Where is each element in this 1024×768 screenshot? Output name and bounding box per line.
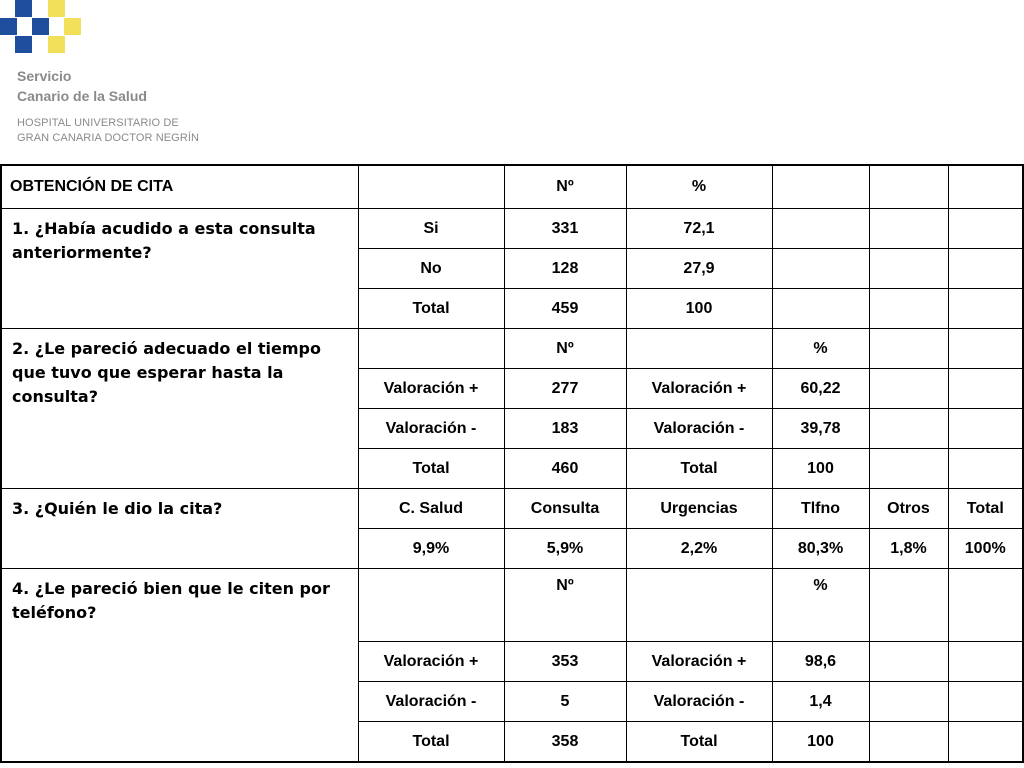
hospital-name: HOSPITAL UNIVERSITARIO DE GRAN CANARIA DOCTOR NEGRÍN bbox=[17, 117, 200, 144]
table-row: Valoración - 5 Valoración - 1,4 bbox=[1, 682, 1023, 722]
table-title: OBTENCIÓN DE CITA bbox=[1, 165, 358, 209]
header-n: Nº bbox=[504, 165, 626, 209]
question-2: 2. ¿Le pareció adecuado el tiempo que tuvo que esperar hasta la consulta? bbox=[1, 329, 358, 489]
table-row: Total 460 Total 100 bbox=[1, 449, 1023, 489]
header-pct: % bbox=[626, 165, 772, 209]
org-logo bbox=[0, 0, 240, 160]
question-3: 3. ¿Quién le dio la cita? bbox=[1, 489, 358, 569]
table-row: Total 459 100 bbox=[1, 289, 1023, 329]
table-row: 3. ¿Quién le dio la cita? C. Salud Consulta Urgencias Tlfno Otros Total bbox=[1, 489, 1023, 529]
org-name: Servicio Canario de la Salud bbox=[17, 68, 147, 104]
question-4: 4. ¿Le pareció bien que le citen por teléfono? bbox=[1, 569, 358, 763]
table-row: 2. ¿Le pareció adecuado el tiempo que tuvo que esperar hasta la consulta? Nº % bbox=[1, 329, 1023, 369]
table-header-row bbox=[1, 165, 1023, 209]
table-row: 1. ¿Había acudido a esta consulta anteriormente? Si 331 72,1 bbox=[1, 209, 1023, 249]
survey-table bbox=[0, 164, 1024, 763]
table-row: Valoración - 183 Valoración - 39,78 bbox=[1, 409, 1023, 449]
question-1: 1. ¿Había acudido a esta consulta anteriormente? bbox=[1, 209, 358, 329]
table-row: No 128 27,9 bbox=[1, 249, 1023, 289]
cross-logo-icon bbox=[0, 0, 82, 56]
table-row: 4. ¿Le pareció bien que le citen por teléfono? Nº % bbox=[1, 569, 1023, 642]
table-row: Valoración + 353 Valoración + 98,6 bbox=[1, 642, 1023, 682]
table-row: 9,9% 5,9% 2,2% 80,3% 1,8% 100% bbox=[1, 529, 1023, 569]
table-row: Valoración + 277 Valoración + 60,22 bbox=[1, 369, 1023, 409]
table-row: Total 358 Total 100 bbox=[1, 722, 1023, 763]
